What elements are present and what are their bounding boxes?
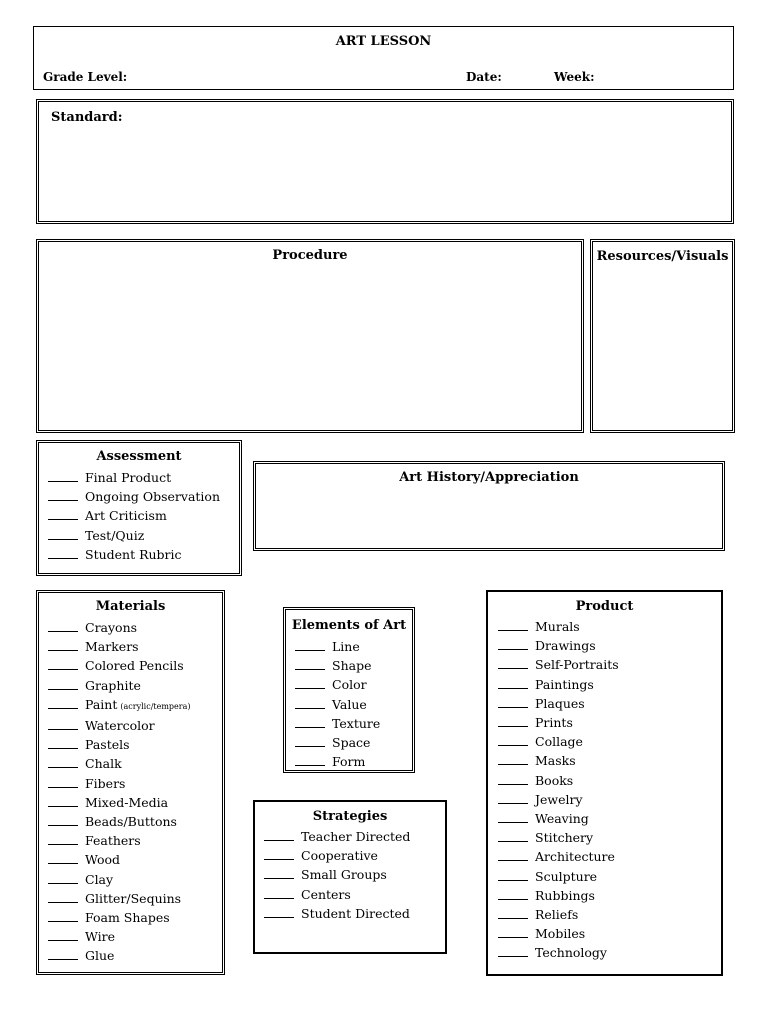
page-title: ART LESSON xyxy=(335,34,432,49)
materials-title: Materials xyxy=(95,599,166,614)
strategy-item[interactable]: Centers xyxy=(264,885,410,904)
product-item[interactable]: Drawings xyxy=(498,636,619,655)
checkbox-blank[interactable] xyxy=(48,696,78,709)
assessment-item[interactable]: Art Criticism xyxy=(48,506,220,525)
standard-label: Standard: xyxy=(51,110,123,125)
checkbox-blank[interactable] xyxy=(295,753,325,766)
date-label: Date: xyxy=(466,70,502,84)
art-history-box[interactable] xyxy=(253,461,725,551)
checkbox-blank[interactable] xyxy=(295,696,325,709)
checkbox-blank[interactable] xyxy=(48,813,78,826)
checkbox-blank[interactable] xyxy=(498,810,528,823)
strategies-list xyxy=(264,827,410,923)
material-item[interactable]: Pastels xyxy=(48,735,191,754)
checkbox-blank[interactable] xyxy=(498,733,528,746)
product-item[interactable]: Self-Portraits xyxy=(498,655,619,674)
checkbox-blank[interactable] xyxy=(498,656,528,669)
checkbox-blank[interactable] xyxy=(48,507,78,520)
header-box xyxy=(33,26,734,90)
checkbox-blank[interactable] xyxy=(498,791,528,804)
assessment-list xyxy=(48,468,220,564)
material-item[interactable]: Paint (acrylic/tempera) xyxy=(48,695,191,716)
checkbox-blank[interactable] xyxy=(48,871,78,884)
checkbox-blank[interactable] xyxy=(48,527,78,540)
material-item[interactable]: Wood xyxy=(48,850,191,869)
checkbox-blank[interactable] xyxy=(48,469,78,482)
material-item[interactable]: Beads/Buttons xyxy=(48,812,191,831)
assessment-item[interactable]: Student Rubric xyxy=(48,545,220,564)
material-item[interactable]: Watercolor xyxy=(48,716,191,735)
checkbox-blank[interactable] xyxy=(48,890,78,903)
grade-level-label: Grade Level: xyxy=(43,70,128,84)
element-item[interactable]: Texture xyxy=(295,714,380,733)
checkbox-blank[interactable] xyxy=(498,676,528,689)
material-item[interactable]: Glue xyxy=(48,946,191,965)
checkbox-blank[interactable] xyxy=(264,828,294,841)
checkbox-blank[interactable] xyxy=(498,714,528,727)
checkbox-blank[interactable] xyxy=(498,925,528,938)
product-box xyxy=(486,590,723,976)
checkbox-blank[interactable] xyxy=(48,928,78,941)
standard-box[interactable] xyxy=(36,99,734,224)
element-item[interactable]: Color xyxy=(295,675,380,694)
material-item[interactable]: Colored Pencils xyxy=(48,656,191,675)
product-item[interactable]: Technology xyxy=(498,943,619,962)
strategies-title: Strategies xyxy=(312,809,388,824)
checkbox-blank[interactable] xyxy=(264,847,294,860)
procedure-title: Procedure xyxy=(272,248,348,263)
checkbox-blank[interactable] xyxy=(498,944,528,957)
product-item[interactable]: Sculpture xyxy=(498,867,619,886)
material-item[interactable]: Graphite xyxy=(48,676,191,695)
product-item[interactable]: Rubbings xyxy=(498,886,619,905)
checkbox-blank[interactable] xyxy=(498,695,528,708)
checkbox-blank[interactable] xyxy=(48,638,78,651)
element-item[interactable]: Shape xyxy=(295,656,380,675)
element-item[interactable]: Line xyxy=(295,637,380,656)
checkbox-blank[interactable] xyxy=(48,832,78,845)
material-item[interactable]: Mixed-Media xyxy=(48,793,191,812)
product-item[interactable]: Plaques xyxy=(498,694,619,713)
resources-box[interactable] xyxy=(590,239,735,433)
strategy-item[interactable]: Student Directed xyxy=(264,904,410,923)
checkbox-blank[interactable] xyxy=(48,546,78,559)
checkbox-blank[interactable] xyxy=(48,736,78,749)
checkbox-blank[interactable] xyxy=(48,947,78,960)
elements-box xyxy=(283,607,415,773)
checkbox-blank[interactable] xyxy=(498,887,528,900)
art-history-title: Art History/Appreciation xyxy=(399,470,579,485)
element-item[interactable]: Space xyxy=(295,733,380,752)
checkbox-blank[interactable] xyxy=(48,619,78,632)
material-item[interactable]: Wire xyxy=(48,927,191,946)
materials-box xyxy=(36,590,225,975)
product-item[interactable]: Stitchery xyxy=(498,828,619,847)
product-title: Product xyxy=(575,599,634,614)
checkbox-blank[interactable] xyxy=(264,905,294,918)
checkbox-blank[interactable] xyxy=(48,488,78,501)
material-item[interactable]: Chalk xyxy=(48,754,191,773)
material-item[interactable]: Fibers xyxy=(48,774,191,793)
product-item[interactable]: Paintings xyxy=(498,675,619,694)
strategy-item[interactable]: Cooperative xyxy=(264,846,410,865)
elements-list xyxy=(295,637,380,771)
checkbox-blank[interactable] xyxy=(48,851,78,864)
product-list xyxy=(498,617,619,963)
elements-title: Elements of Art xyxy=(291,618,407,633)
checkbox-blank[interactable] xyxy=(498,752,528,765)
checkbox-blank[interactable] xyxy=(498,772,528,785)
checkbox-blank[interactable] xyxy=(498,637,528,650)
product-item[interactable]: Masks xyxy=(498,751,619,770)
element-item[interactable]: Form xyxy=(295,752,380,771)
checkbox-blank[interactable] xyxy=(295,676,325,689)
checkbox-blank[interactable] xyxy=(498,868,528,881)
checkbox-blank[interactable] xyxy=(295,734,325,747)
material-item[interactable]: Feathers xyxy=(48,831,191,850)
checkbox-blank[interactable] xyxy=(48,775,78,788)
assessment-box xyxy=(36,440,242,576)
material-item[interactable]: Glitter/Sequins xyxy=(48,889,191,908)
checkbox-blank[interactable] xyxy=(498,618,528,631)
checkbox-blank[interactable] xyxy=(295,657,325,670)
materials-list xyxy=(48,618,191,966)
element-item[interactable]: Value xyxy=(295,695,380,714)
product-item[interactable]: Jewelry xyxy=(498,790,619,809)
checkbox-blank[interactable] xyxy=(498,906,528,919)
product-item[interactable]: Murals xyxy=(498,617,619,636)
assessment-title: Assessment xyxy=(96,449,182,464)
checkbox-blank[interactable] xyxy=(48,677,78,690)
strategies-box xyxy=(253,800,447,954)
checkbox-blank[interactable] xyxy=(48,794,78,807)
product-item[interactable]: Weaving xyxy=(498,809,619,828)
strategy-item[interactable]: Small Groups xyxy=(264,865,410,884)
strategy-item[interactable]: Teacher Directed xyxy=(264,827,410,846)
material-item[interactable]: Crayons xyxy=(48,618,191,637)
week-label: Week: xyxy=(554,70,595,84)
checkbox-blank[interactable] xyxy=(295,638,325,651)
checkbox-blank[interactable] xyxy=(48,717,78,730)
product-item[interactable]: Architecture xyxy=(498,847,619,866)
material-item[interactable]: Foam Shapes xyxy=(48,908,191,927)
checkbox-blank[interactable] xyxy=(295,715,325,728)
assessment-item[interactable]: Ongoing Observation xyxy=(48,487,220,506)
paint-note: (acrylic/tempera) xyxy=(120,701,191,711)
material-item[interactable]: Markers xyxy=(48,637,191,656)
checkbox-blank[interactable] xyxy=(264,866,294,879)
product-item[interactable]: Books xyxy=(498,771,619,790)
product-item[interactable]: Mobiles xyxy=(498,924,619,943)
assessment-item[interactable]: Test/Quiz xyxy=(48,526,220,545)
procedure-box[interactable] xyxy=(36,239,584,433)
checkbox-blank[interactable] xyxy=(48,657,78,670)
checkbox-blank[interactable] xyxy=(48,755,78,768)
product-item[interactable]: Reliefs xyxy=(498,905,619,924)
assessment-item[interactable]: Final Product xyxy=(48,468,220,487)
resources-title: Resources/Visuals xyxy=(596,249,729,264)
material-item[interactable]: Clay xyxy=(48,870,191,889)
checkbox-blank[interactable] xyxy=(498,829,528,842)
checkbox-blank[interactable] xyxy=(48,909,78,922)
checkbox-blank[interactable] xyxy=(498,848,528,861)
product-item[interactable]: Prints xyxy=(498,713,619,732)
product-item[interactable]: Collage xyxy=(498,732,619,751)
checkbox-blank[interactable] xyxy=(264,886,294,899)
